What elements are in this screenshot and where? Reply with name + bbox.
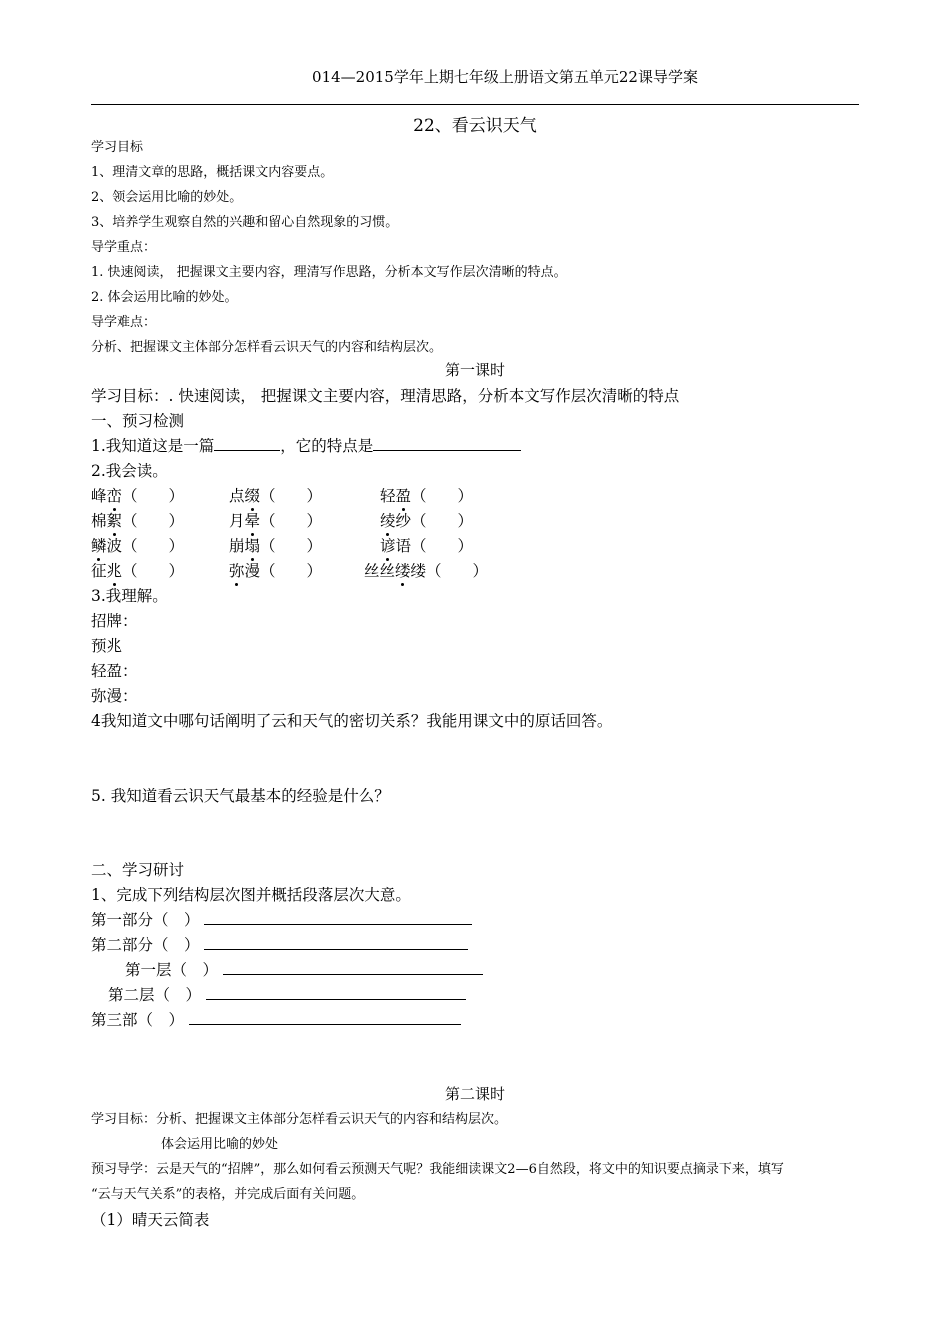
pronunciation-item xyxy=(364,559,488,581)
focus-item: 1. 快速阅读， 把握课文主要内容，理清写作思路，分析本文写作层次清晰的特点。 xyxy=(91,265,567,280)
question-5: 5. 我知道看云识天气最基本的经验是什么？ xyxy=(91,787,390,805)
dotted-character: 絮 xyxy=(106,512,123,530)
guide-line-2: “云与天气关系”的表格，并完成后面有关问题。 xyxy=(91,1187,365,1202)
dotted-character: 鳞 xyxy=(91,537,107,555)
structure-blank[interactable] xyxy=(223,960,483,975)
difficulty-text: 分析、把握课文主体部分怎样看云识天气的内容和结构层次。 xyxy=(91,340,443,355)
structure-layer-1 xyxy=(125,958,483,980)
pronunciation-item xyxy=(229,509,322,531)
word-text: 点 xyxy=(229,487,245,505)
table-title: （1）晴天云简表 xyxy=(91,1211,210,1229)
structure-blank[interactable] xyxy=(189,1010,461,1025)
dotted-character: 绫 xyxy=(380,512,396,530)
word-text: 月 xyxy=(229,512,245,530)
pinyin-blank[interactable]: （ ） xyxy=(122,562,185,580)
structure-label: 第一层（ ） xyxy=(125,961,219,979)
dotted-character: 兆 xyxy=(106,562,123,580)
header-rule xyxy=(91,104,859,105)
focus-heading: 导学重点： xyxy=(91,240,157,255)
objective-item: 1、理清文章的思路，概括课文内容要点。 xyxy=(91,165,334,180)
structure-part-2 xyxy=(91,933,468,955)
focus-item: 2. 体会运用比喻的妙处。 xyxy=(91,290,238,305)
structure-part-1 xyxy=(91,908,472,930)
genre-blank[interactable] xyxy=(214,436,280,451)
dotted-character: 盈 xyxy=(395,487,412,505)
question-1-part-a: 1.我知道这是一篇 xyxy=(91,437,215,455)
dotted-character: 缀 xyxy=(244,487,261,505)
pronunciation-item xyxy=(380,509,473,531)
question-4: 4我知道文中哪句话阐明了云和天气的密切关系？我能用课文中的原话回答。 xyxy=(91,712,613,730)
study-question-1: 1、完成下列结构层次图并概括段落层次大意。 xyxy=(91,886,411,904)
term-zhaopai: 招牌： xyxy=(91,612,138,630)
word-text: 丝丝 xyxy=(364,562,396,580)
dotted-character: 缕 xyxy=(395,562,411,580)
lesson2-goal: 学习目标：分析、把握课文主体部分怎样看云识天气的内容和结构层次。 xyxy=(91,1112,508,1127)
structure-blank[interactable] xyxy=(204,935,468,950)
pinyin-blank[interactable]: （ ） xyxy=(122,487,185,505)
pronunciation-item xyxy=(91,559,184,581)
pinyin-blank[interactable]: 波（ ） xyxy=(106,537,185,555)
pronunciation-item xyxy=(91,484,184,506)
objectives-heading: 学习目标 xyxy=(91,140,144,155)
structure-blank[interactable] xyxy=(204,910,472,925)
word-text: 峰 xyxy=(91,487,107,505)
lesson-title: 22、看云识天气 xyxy=(413,116,537,136)
pinyin-blank[interactable]: 缕（ ） xyxy=(410,562,489,580)
term-qingying: 轻盈： xyxy=(91,662,138,680)
lesson2-heading: 第二课时 xyxy=(444,1085,505,1103)
lesson2-goal-2: 体会运用比喻的妙处 xyxy=(161,1137,279,1152)
objective-item: 2、领会运用比喻的妙处。 xyxy=(91,190,243,205)
structure-label: 第二部分（ ） xyxy=(91,936,200,954)
term-miman: 弥漫： xyxy=(91,687,138,705)
dotted-character: 塌 xyxy=(244,537,261,555)
word-text: 征 xyxy=(91,562,107,580)
pinyin-blank[interactable]: （ ） xyxy=(122,512,185,530)
pinyin-blank[interactable]: 语（ ） xyxy=(395,537,474,555)
dotted-character: 晕 xyxy=(244,512,261,530)
pinyin-blank[interactable]: （ ） xyxy=(260,537,323,555)
question-3: 3.我理解。 xyxy=(91,587,168,605)
word-text: 棉 xyxy=(91,512,107,530)
pronunciation-item xyxy=(380,484,473,506)
dotted-character: 弥 xyxy=(229,562,245,580)
structure-layer-2 xyxy=(108,983,466,1005)
structure-label: 第三部（ ） xyxy=(91,1011,185,1029)
question-2: 2.我会读。 xyxy=(91,462,168,480)
pronunciation-item xyxy=(229,484,322,506)
page-header: 014—2015学年上期七年级上册语文第五单元22课导学案 xyxy=(312,68,698,86)
section-study-heading: 二、学习研讨 xyxy=(91,861,185,879)
question-1 xyxy=(91,434,521,456)
lesson1-goal: 学习目标：. 快速阅读， 把握课文主要内容，理清思路，分析本文写作层次清晰的特点 xyxy=(91,387,680,405)
structure-label: 第一部分（ ） xyxy=(91,911,200,929)
difficulty-heading: 导学难点： xyxy=(91,315,157,330)
dotted-character: 峦 xyxy=(106,487,123,505)
pinyin-blank[interactable]: （ ） xyxy=(260,512,323,530)
feature-blank[interactable] xyxy=(373,436,521,451)
guide-line-1: 预习导学：云是天气的“招牌”，那么如何看云预测天气呢？我能细读课文2—6自然段，将文中的知识要点摘录下来，填写 xyxy=(91,1162,784,1177)
pronunciation-item xyxy=(91,534,184,556)
pronunciation-item xyxy=(380,534,473,556)
pinyin-blank[interactable]: 漫（ ） xyxy=(244,562,323,580)
section-preview-heading: 一、预习检测 xyxy=(91,412,185,430)
pinyin-blank[interactable]: （ ） xyxy=(260,487,323,505)
pronunciation-item xyxy=(91,509,184,531)
objective-item: 3、培养学生观察自然的兴趣和留心自然现象的习惯。 xyxy=(91,215,399,230)
pinyin-blank[interactable]: 纱（ ） xyxy=(395,512,474,530)
question-1-part-b: ，它的特点是 xyxy=(280,437,374,455)
structure-part-3 xyxy=(91,1008,461,1030)
structure-blank[interactable] xyxy=(206,985,466,1000)
word-text: 轻 xyxy=(380,487,396,505)
pronunciation-item xyxy=(229,534,322,556)
term-yuzhao: 预兆 xyxy=(91,637,123,655)
pinyin-blank[interactable]: （ ） xyxy=(411,487,474,505)
word-text: 崩 xyxy=(229,537,245,555)
structure-label: 第二层（ ） xyxy=(108,986,202,1004)
dotted-character: 谚 xyxy=(380,537,396,555)
pronunciation-item xyxy=(229,559,322,581)
lesson1-heading: 第一课时 xyxy=(444,361,505,379)
